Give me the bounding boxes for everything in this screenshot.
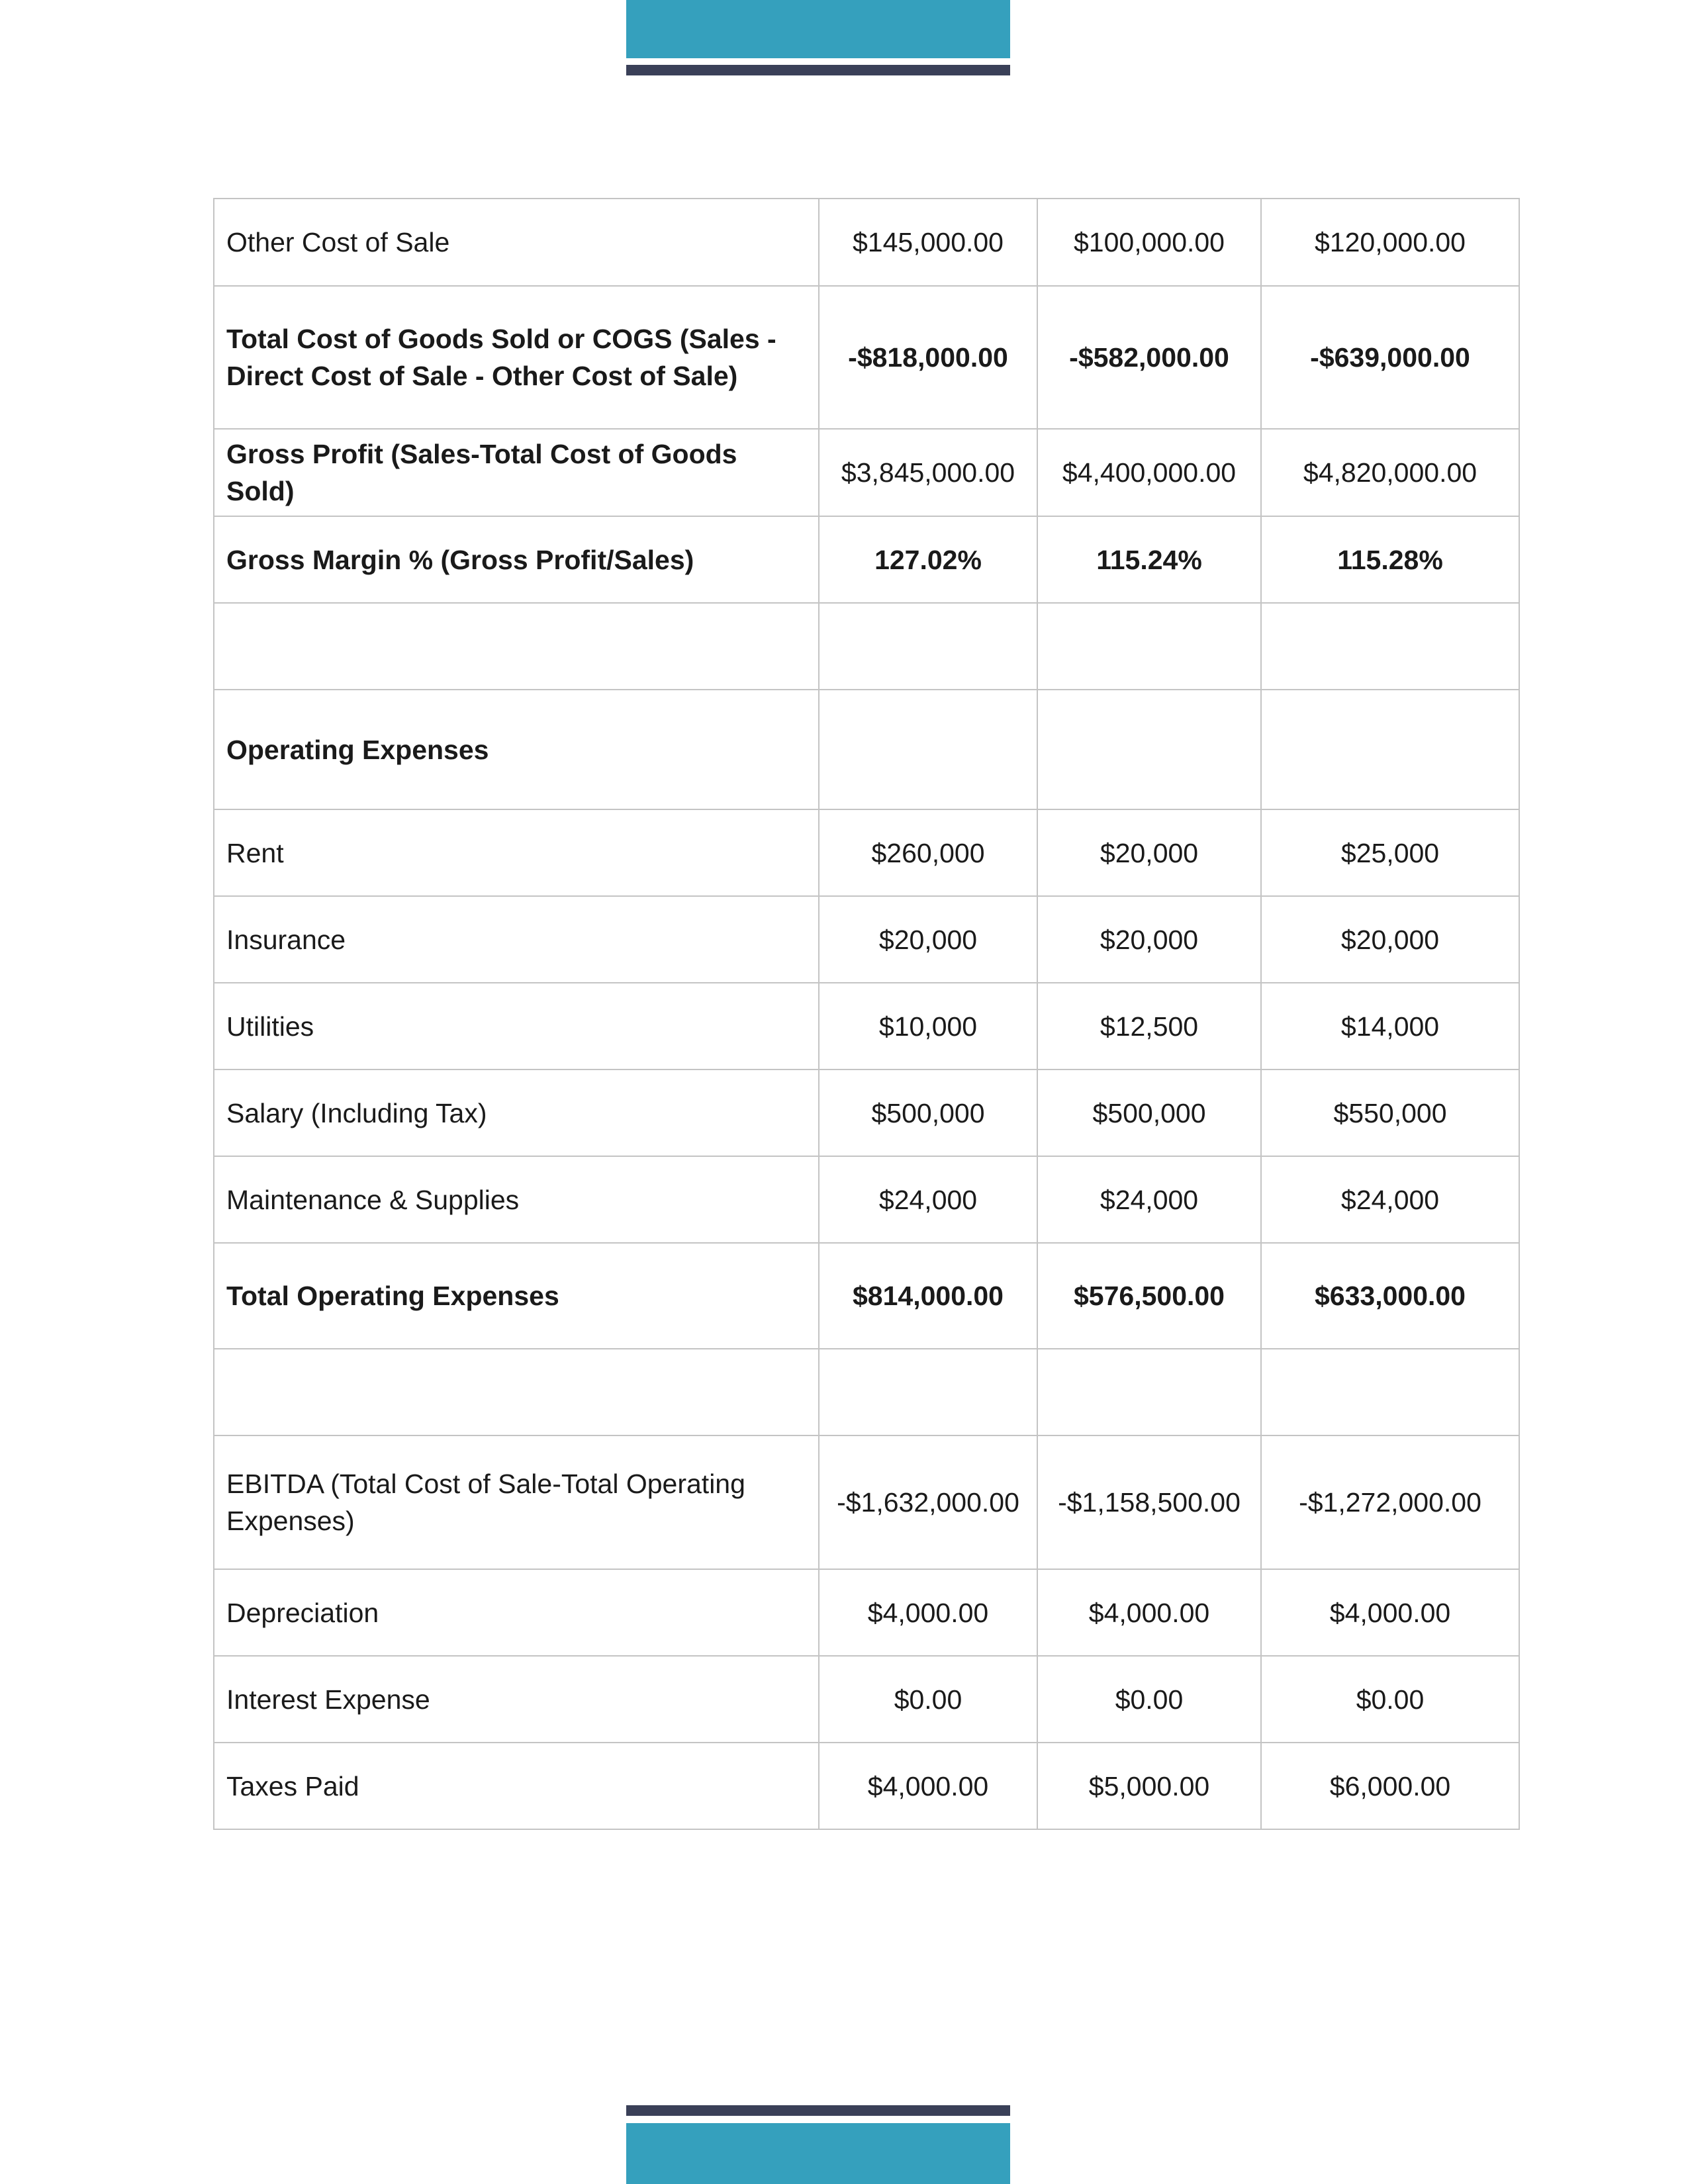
table-row	[214, 1349, 1519, 1435]
value-cell-3: -$639,000.00	[1261, 286, 1519, 429]
value-cell-2: $12,500	[1037, 983, 1261, 1069]
value-cell-1: $814,000.00	[819, 1243, 1037, 1349]
value-cell-2: -$582,000.00	[1037, 286, 1261, 429]
value-cell-1: $500,000	[819, 1069, 1037, 1156]
table-row	[214, 603, 1519, 690]
row-label: Depreciation	[214, 1569, 819, 1656]
value-cell-2: $4,000.00	[1037, 1569, 1261, 1656]
value-cell-3: $633,000.00	[1261, 1243, 1519, 1349]
value-cell-1: $0.00	[819, 1656, 1037, 1743]
row-label: Gross Margin % (Gross Profit/Sales)	[214, 516, 819, 603]
value-cell-2: $0.00	[1037, 1656, 1261, 1743]
table-row	[214, 429, 1519, 516]
row-label: Rent	[214, 809, 819, 896]
value-cell-1: -$818,000.00	[819, 286, 1037, 429]
footer-teal-band	[626, 2123, 1010, 2184]
value-cell-3: -$1,272,000.00	[1261, 1435, 1519, 1569]
row-label	[214, 603, 819, 690]
value-cell-1	[819, 1349, 1037, 1435]
table-row	[214, 199, 1519, 286]
value-cell-3: $120,000.00	[1261, 199, 1519, 286]
table-row	[214, 896, 1519, 983]
footer-navy-rule	[626, 2105, 1010, 2116]
row-label: Total Cost of Goods Sold or COGS (Sales - Direct Cost of Sale - Other Cost of Sale)	[214, 286, 819, 429]
value-cell-3: $14,000	[1261, 983, 1519, 1069]
value-cell-1: $3,845,000.00	[819, 429, 1037, 516]
value-cell-3: $20,000	[1261, 896, 1519, 983]
value-cell-2: 115.24%	[1037, 516, 1261, 603]
value-cell-3: $24,000	[1261, 1156, 1519, 1243]
value-cell-2: $20,000	[1037, 896, 1261, 983]
row-label: Total Operating Expenses	[214, 1243, 819, 1349]
row-label: Maintenance & Supplies	[214, 1156, 819, 1243]
income-statement-table	[213, 198, 1520, 1830]
value-cell-3: $4,820,000.00	[1261, 429, 1519, 516]
value-cell-2: $500,000	[1037, 1069, 1261, 1156]
value-cell-1: 127.02%	[819, 516, 1037, 603]
value-cell-1	[819, 690, 1037, 809]
value-cell-3: 115.28%	[1261, 516, 1519, 603]
row-label: Gross Profit (Sales-Total Cost of Goods Sold)	[214, 429, 819, 516]
table-row	[214, 690, 1519, 809]
value-cell-2	[1037, 690, 1261, 809]
value-cell-2: -$1,158,500.00	[1037, 1435, 1261, 1569]
value-cell-2: $24,000	[1037, 1156, 1261, 1243]
table-row	[214, 1435, 1519, 1569]
table-row	[214, 286, 1519, 429]
value-cell-2	[1037, 603, 1261, 690]
header-navy-rule	[626, 65, 1010, 75]
value-cell-1: $145,000.00	[819, 199, 1037, 286]
value-cell-3: $4,000.00	[1261, 1569, 1519, 1656]
value-cell-3	[1261, 603, 1519, 690]
table-row	[214, 1569, 1519, 1656]
row-label: Salary (Including Tax)	[214, 1069, 819, 1156]
value-cell-2: $20,000	[1037, 809, 1261, 896]
value-cell-2: $4,400,000.00	[1037, 429, 1261, 516]
table-row	[214, 1156, 1519, 1243]
row-label	[214, 1349, 819, 1435]
row-label: Taxes Paid	[214, 1743, 819, 1829]
value-cell-3	[1261, 1349, 1519, 1435]
value-cell-2: $5,000.00	[1037, 1743, 1261, 1829]
value-cell-3: $0.00	[1261, 1656, 1519, 1743]
table-row	[214, 1243, 1519, 1349]
value-cell-2: $576,500.00	[1037, 1243, 1261, 1349]
section-heading: Operating Expenses	[214, 690, 819, 809]
value-cell-3: $6,000.00	[1261, 1743, 1519, 1829]
row-label: EBITDA (Total Cost of Sale-Total Operating Expenses)	[214, 1435, 819, 1569]
header-teal-band	[626, 0, 1010, 58]
row-label: Interest Expense	[214, 1656, 819, 1743]
value-cell-1: $10,000	[819, 983, 1037, 1069]
value-cell-1: $4,000.00	[819, 1743, 1037, 1829]
value-cell-2: $100,000.00	[1037, 199, 1261, 286]
value-cell-1	[819, 603, 1037, 690]
table-row	[214, 1069, 1519, 1156]
value-cell-1: $260,000	[819, 809, 1037, 896]
table-row	[214, 1656, 1519, 1743]
table-row	[214, 809, 1519, 896]
row-label: Utilities	[214, 983, 819, 1069]
value-cell-1: $24,000	[819, 1156, 1037, 1243]
row-label: Other Cost of Sale	[214, 199, 819, 286]
value-cell-1: $20,000	[819, 896, 1037, 983]
table-row	[214, 516, 1519, 603]
value-cell-3	[1261, 690, 1519, 809]
value-cell-1: -$1,632,000.00	[819, 1435, 1037, 1569]
value-cell-2	[1037, 1349, 1261, 1435]
value-cell-1: $4,000.00	[819, 1569, 1037, 1656]
value-cell-3: $25,000	[1261, 809, 1519, 896]
row-label: Insurance	[214, 896, 819, 983]
table-row	[214, 1743, 1519, 1829]
table-row	[214, 983, 1519, 1069]
value-cell-3: $550,000	[1261, 1069, 1519, 1156]
